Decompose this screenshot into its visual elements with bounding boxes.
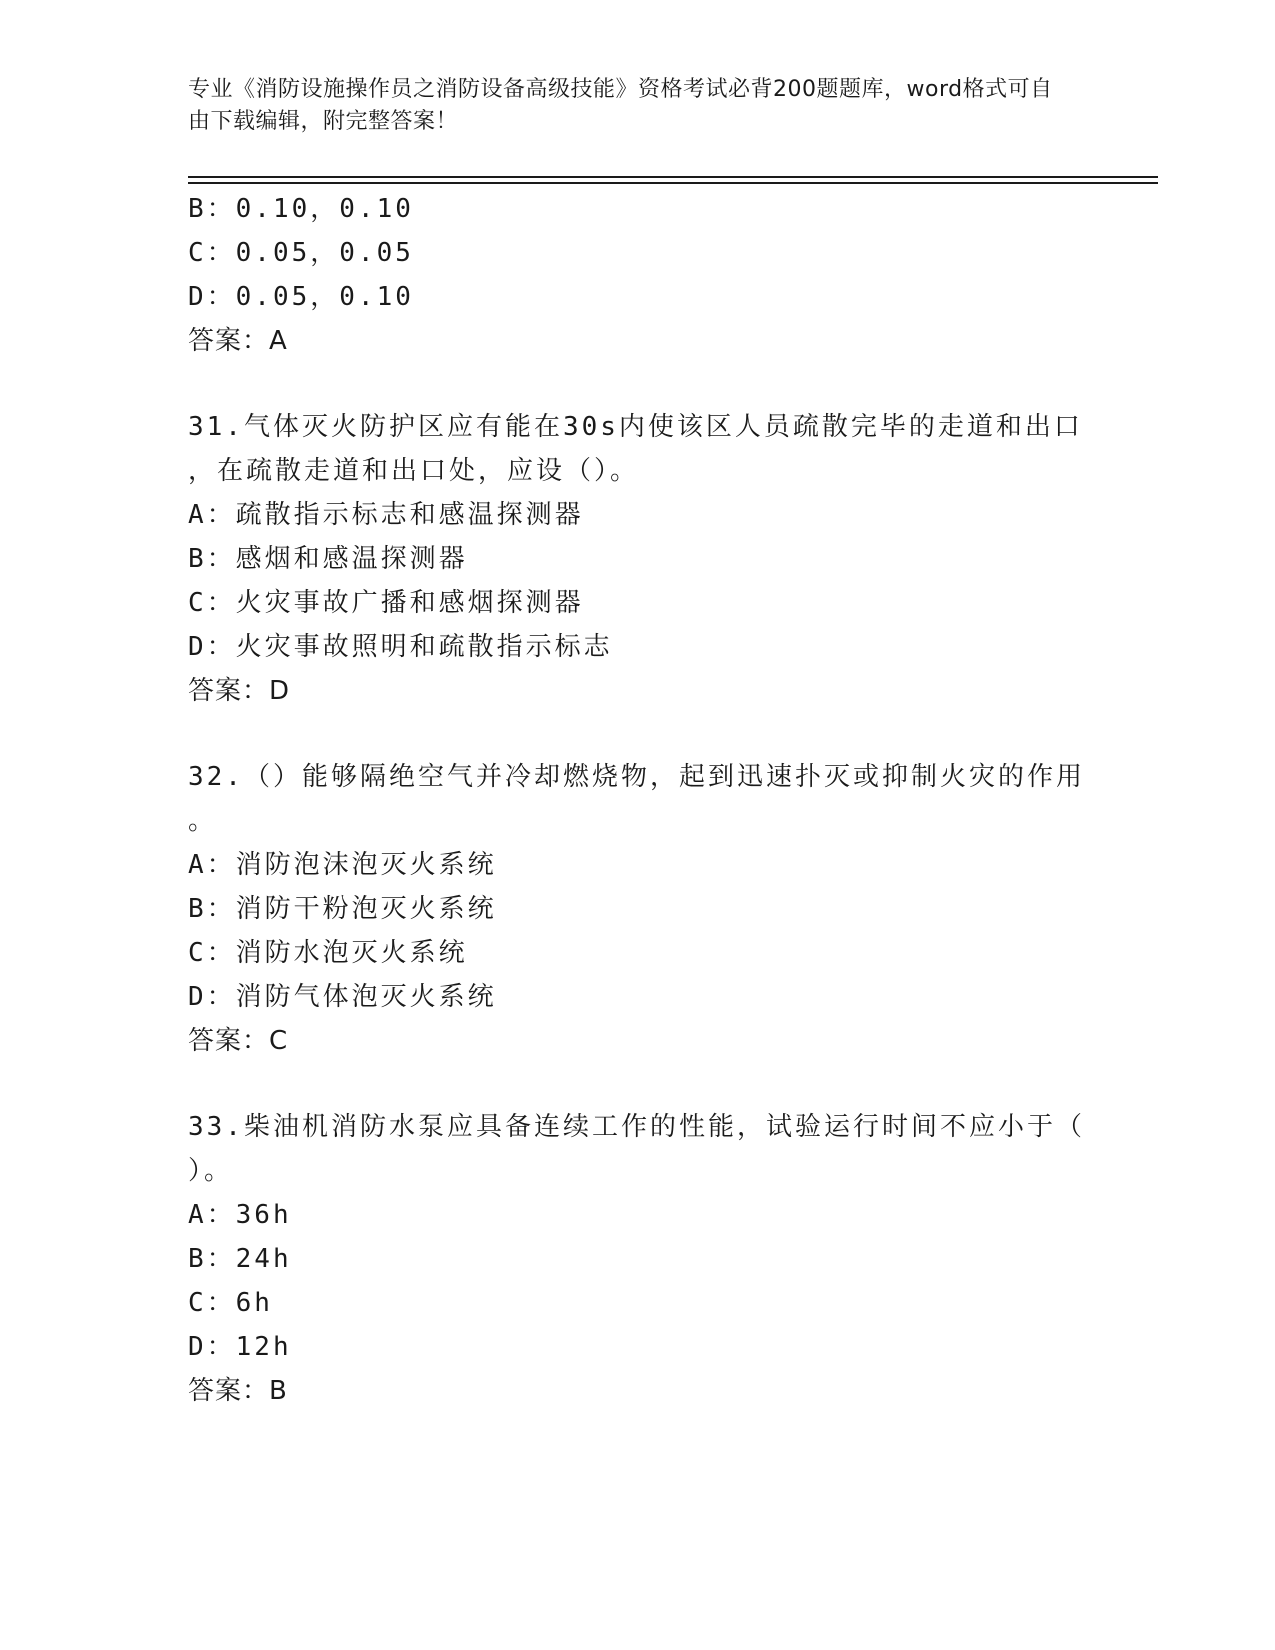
question-32-answer: 答案：C — [188, 1026, 289, 1056]
question-32-option-a: A：消防泡沫泡灭火系统 — [188, 850, 497, 880]
question-33-option-d: D：12h — [188, 1332, 292, 1362]
question-32-option-b: B：消防干粉泡灭火系统 — [188, 894, 497, 924]
question-33-option-c: C：6h — [188, 1288, 273, 1318]
question-32-option-d: D：消防气体泡灭火系统 — [188, 982, 497, 1012]
question-31-option-b: B：感烟和感温探测器 — [188, 544, 468, 574]
question-33-text: 33.柴油机消防水泵应具备连续工作的性能，试验运行时间不应小于（ — [188, 1112, 1085, 1142]
option-b: B：0.10，0.10 — [188, 194, 414, 224]
question-32-text-cont: 。 — [188, 806, 218, 836]
question-31-option-d: D：火灾事故照明和疏散指示标志 — [188, 632, 613, 662]
answer-line: 答案：A — [188, 326, 288, 356]
question-33-answer: 答案：B — [188, 1376, 288, 1406]
header-divider-bottom — [188, 182, 1158, 184]
option-d: D：0.05，0.10 — [188, 282, 414, 312]
question-31-option-c: C：火灾事故广播和感烟探测器 — [188, 588, 584, 618]
question-31-answer: 答案：D — [188, 676, 291, 706]
question-31-text: 31.气体灭火防护区应有能在30s内使该区人员疏散完毕的走道和出口 — [188, 412, 1083, 442]
question-31-option-a: A：疏散指示标志和感温探测器 — [188, 500, 584, 530]
header-divider-top — [188, 176, 1158, 178]
option-c: C：0.05，0.05 — [188, 238, 414, 268]
question-31-text-cont: ，在疏散走道和出口处，应设（）。 — [188, 456, 640, 486]
document-header: 专业《消防设施操作员之消防设备高级技能》资格考试必背200题题库，word格式可自由下载编辑，附完整答案！ — [188, 77, 1053, 134]
question-33-option-b: B：24h — [188, 1244, 292, 1274]
question-32-option-c: C：消防水泡灭火系统 — [188, 938, 468, 968]
question-33-option-a: A：36h — [188, 1200, 292, 1230]
question-32-text: 32.（）能够隔绝空气并冷却燃烧物，起到迅速扑灭或抑制火灾的作用 — [188, 762, 1085, 792]
question-33-text-cont: ）。 — [188, 1156, 234, 1186]
